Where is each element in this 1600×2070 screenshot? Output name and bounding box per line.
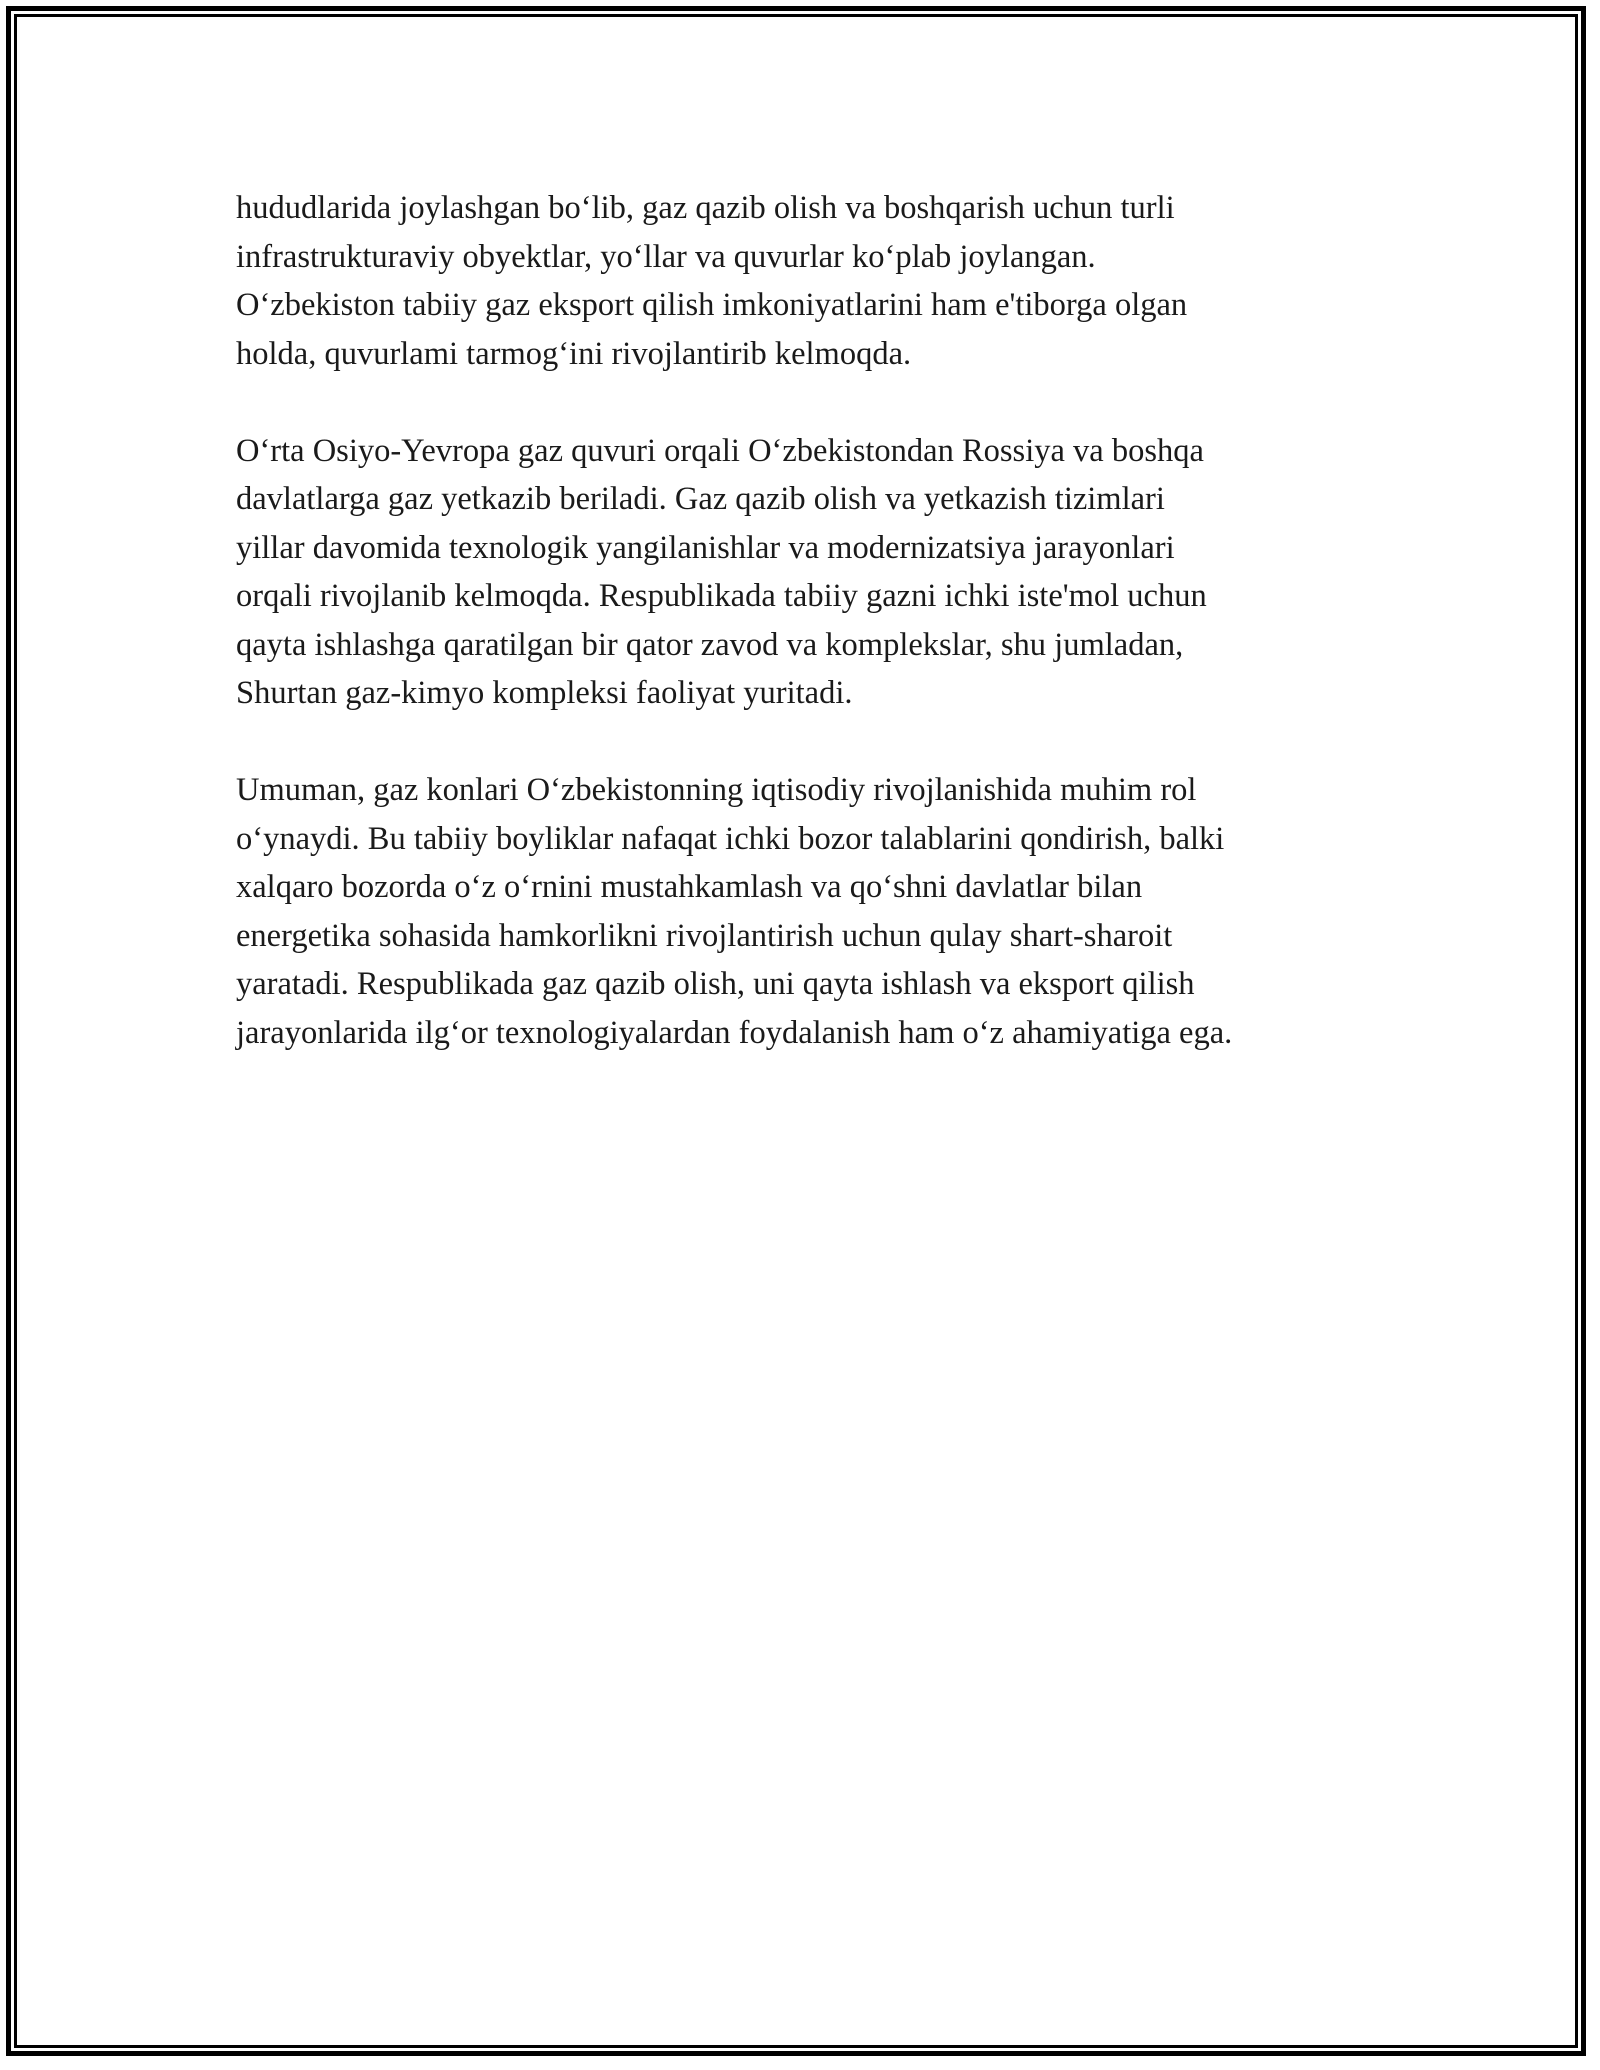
paragraph-1 xyxy=(236,184,1376,378)
paragraph-line: energetika sohasida hamkorlikni rivojlantirish uchun qulay shart-sharoit xyxy=(236,917,1173,954)
paragraph-line: yaratadi. Respublikada gaz qazib olish, uni qayta ishlash va eksport qilish xyxy=(236,966,1195,1002)
paragraph-line: orqali rivojlanib kelmoqda. Respublikada tabiiy gazni ichki iste'mol uchun xyxy=(236,578,1207,614)
paragraph-line: Umuman, gaz konlari O‘zbekistonning iqtisodiy rivojlanishida muhim rol xyxy=(236,772,1197,808)
paragraph-line: jarayonlarida ilg‘or texnologiyalardan foydalanish ham o‘z ahamiyatiga ega. xyxy=(236,1014,1233,1051)
paragraph-line: holda, quvurlami tarmog‘ini rivojlantirib kelmoqda. xyxy=(236,335,912,372)
paragraph-2 xyxy=(236,427,1376,718)
paragraph-line: qayta ishlashga qaratilgan bir qator zavod va komplekslar, shu jumladan, xyxy=(236,626,1184,663)
paragraph-line: davlatlarga gaz yetkazib beriladi. Gaz qazib olish va yetkazish tizimlari xyxy=(236,481,1165,517)
paragraph-line: yillar davomida texnologik yangilanishlar va modernizatsiya jarayonlari xyxy=(236,529,1175,566)
paragraph-line: o‘ynaydi. Bu tabiiy boyliklar nafaqat ichki bozor talablarini qondirish, balki xyxy=(236,820,1225,857)
paragraph-line: infrastrukturaviy obyektlar, yo‘llar va quvurlar ko‘plab joylangan. xyxy=(236,238,1096,275)
paragraph-line: Shurtan gaz-kimyo kompleksi faoliyat yuritadi. xyxy=(236,675,853,711)
document-body xyxy=(236,184,1376,1106)
paragraph-line: xalqaro bozorda o‘z o‘rnini mustahkamlash va qo‘shni davlatlar bilan xyxy=(236,869,1143,905)
paragraph-line: hududlarida joylashgan bo‘lib, gaz qazib olish va boshqarish uchun turli xyxy=(236,190,1175,226)
paragraph-line: O‘rta Osiyo-Yevropa gaz quvuri orqali O‘zbekistondan Rossiya va boshqa xyxy=(236,432,1204,469)
paragraph-3 xyxy=(236,766,1376,1057)
paragraph-line: O‘zbekiston tabiiy gaz eksport qilish imkoniyatlarini ham e'tiborga olgan xyxy=(236,287,1188,323)
